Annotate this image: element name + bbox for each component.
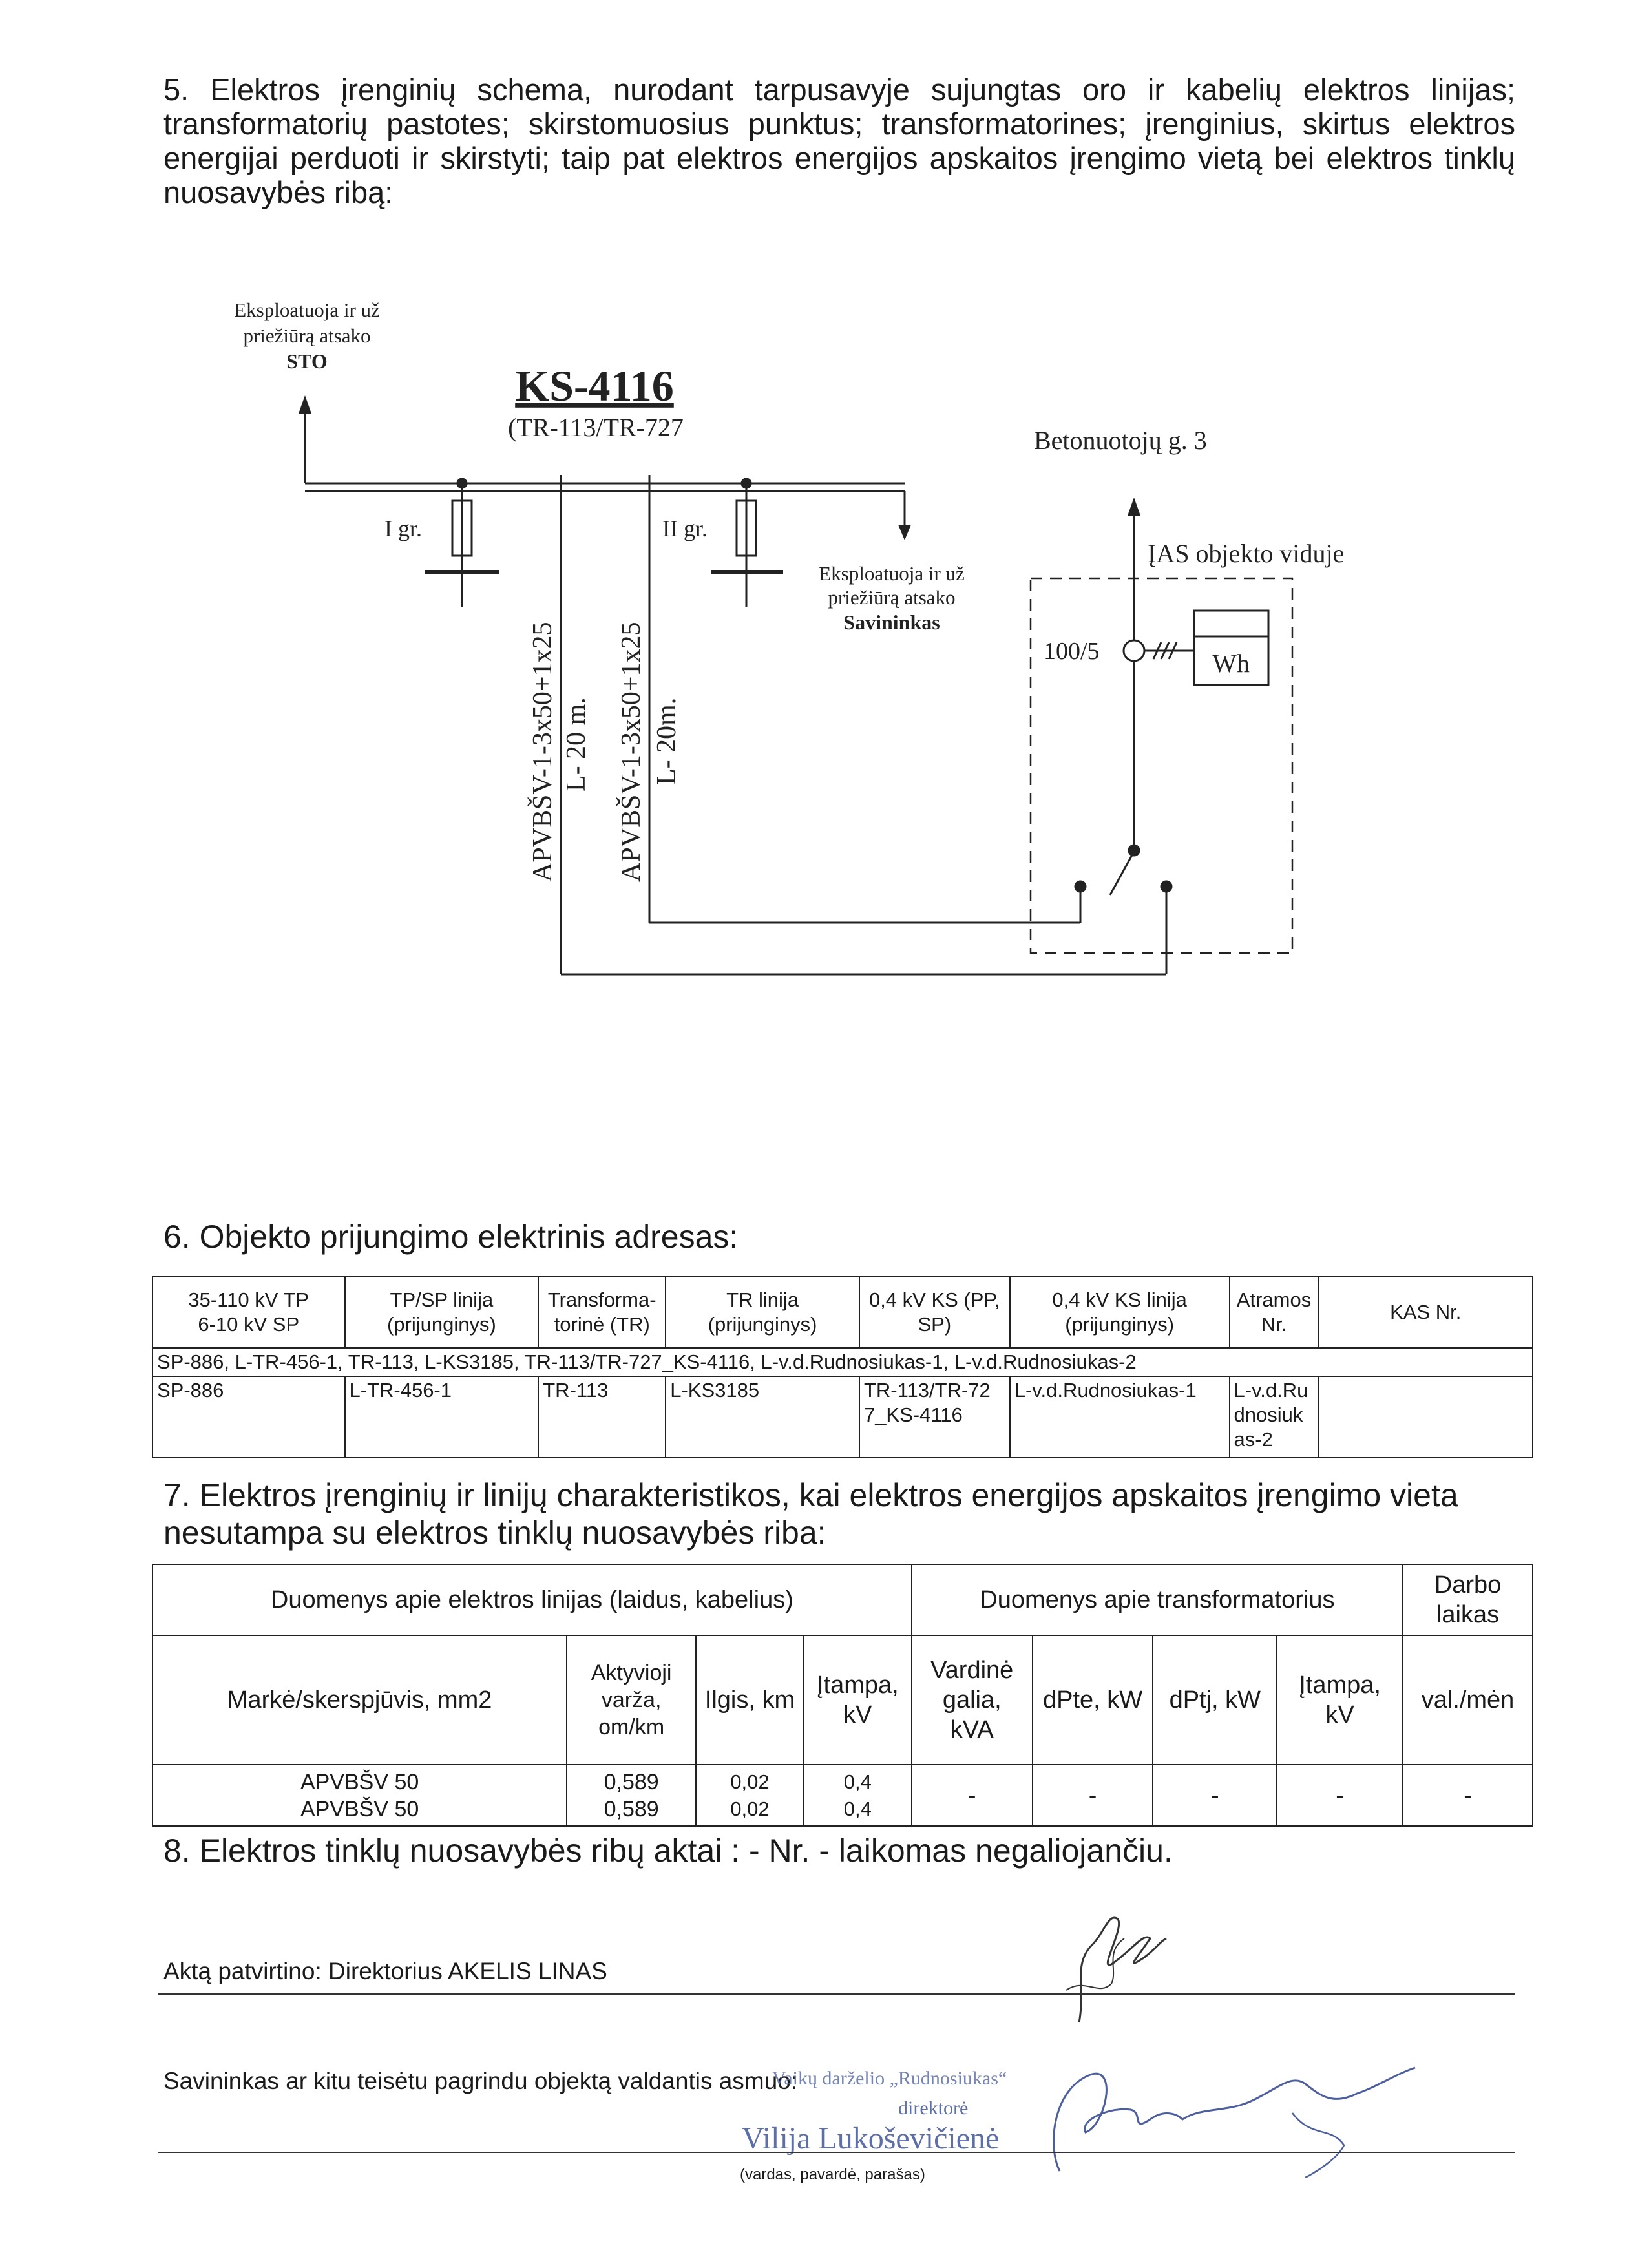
sto-label-1: Eksploatuoja ir už <box>234 299 380 321</box>
data-length: 0,02 0,02 <box>696 1765 804 1826</box>
data-dash: - <box>1033 1765 1153 1826</box>
owner-label-3: Savininkas <box>843 611 940 634</box>
header-ks-line: 0,4 kV KS linija (prijunginys) <box>1010 1277 1230 1348</box>
stamp-line-2: direktorė <box>898 2097 969 2119</box>
data-dash: - <box>1403 1765 1533 1826</box>
group-lines-header: Duomenys apie elektros linijas (laidus, kabelius) <box>152 1564 912 1635</box>
table-cell: TR-113/TR-72 7_KS-4116 <box>859 1376 1010 1458</box>
group-work-header: Darbo laikas <box>1403 1564 1533 1635</box>
data-dash: - <box>1277 1765 1403 1826</box>
stamp-line-1: Vaikų darželio „Rudnosiukas“ <box>772 2068 1007 2089</box>
col-power: Vardinė galia, kVA <box>912 1635 1033 1765</box>
ias-label: ĮAS objekto viduje <box>1148 539 1345 568</box>
approved-signature-line <box>158 1993 1515 1995</box>
owner-label-2: priežiūrą atsako <box>828 586 956 609</box>
table-cell: TR-113 <box>538 1376 666 1458</box>
ks-title: KS-4116 <box>515 361 674 410</box>
director-signature <box>1047 1893 1176 2035</box>
ks-subtitle: (TR-113/TR-727 <box>508 413 684 442</box>
address-row: SP-886, L-TR-456-1, TR-113, L-KS3185, TR-113/TR-727_KS-4116, L-v.d.Rudnosiukas-1, L-v.d.Rudnosiukas-2 <box>152 1348 1533 1376</box>
ias-boundary <box>1031 578 1292 953</box>
cable-2-type: APVBŠV-1-3x50+1x25 <box>616 622 646 882</box>
cable-1-type: APVBŠV-1-3x50+1x25 <box>528 622 558 882</box>
cable-1-length: L- 20 m. <box>562 697 591 792</box>
col-resistance: Aktyvioji varža, om/km <box>567 1635 696 1765</box>
ct-ratio-label: 100/5 <box>1044 638 1100 665</box>
owner-signature <box>1034 2048 1434 2184</box>
data-resistance: 0,589 0,589 <box>567 1765 696 1826</box>
owner-signature-line <box>158 2152 1515 2153</box>
col-work-time: val./mėn <box>1403 1635 1533 1765</box>
meter-label: Wh <box>1212 649 1250 678</box>
data-dash: - <box>912 1765 1033 1826</box>
group-2-label: II gr. <box>662 516 708 541</box>
col-dptj: dPtj, kW <box>1153 1635 1277 1765</box>
section-8-text: 8. Elektros tinklų nuosavybės ribų aktai : - Nr. - laikomas negaliojančiu. <box>163 1832 1173 1869</box>
owner-label-1: Eksploatuoja ir už <box>819 562 965 585</box>
owner-arrow-icon <box>898 525 911 540</box>
col-voltage: Įtampa, kV <box>804 1635 912 1765</box>
table-cell: L-v.d.Ru dnosiuk as-2 <box>1230 1376 1319 1458</box>
table-cell <box>1318 1376 1533 1458</box>
col-dpte: dPte, kW <box>1033 1635 1153 1765</box>
stamp-name: Vilija Lukoševičienė <box>742 2121 1000 2156</box>
section-5-text: 5. Elektros įrenginių schema, nurodant tarpusavyje sujungtas oro ir kabelių elektros linijas; transformatorių pastotes; skirstomuosius punktus; transformatorines; įrenginius, skirtus elektros energijai perduoti ir skirstyti; taip pat elektros energijos apskaitos įrengimo vietą bei elektros tinklų nuosavybės ribą: <box>163 72 1515 209</box>
group-1-label: I gr. <box>384 516 422 541</box>
header-tp-line: TP/SP linija (prijunginys) <box>345 1277 539 1348</box>
sto-label-2: priežiūrą atsako <box>243 324 371 347</box>
sto-arrow-icon <box>299 395 311 414</box>
data-voltage: 0,4 0,4 <box>804 1765 912 1826</box>
header-kas: KAS Nr. <box>1318 1277 1533 1348</box>
signature-caption: (vardas, pavardė, parašas) <box>740 2166 925 2183</box>
address-label: Betonuotojų g. 3 <box>1034 426 1207 455</box>
section-6-heading: 6. Objekto prijungimo elektrinis adresas: <box>163 1219 739 1255</box>
header-ks: 0,4 kV KS (PP, SP) <box>859 1277 1010 1348</box>
sto-label-3: STO <box>286 350 328 373</box>
header-tr-line: TR linija (prijunginys) <box>666 1277 859 1348</box>
switch-blade <box>1110 852 1134 895</box>
table-cell: L-KS3185 <box>666 1376 859 1458</box>
data-marks: APVBŠV 50 APVBŠV 50 <box>152 1765 567 1826</box>
cable-2-length: L- 20m. <box>652 697 682 785</box>
table-cell: L-TR-456-1 <box>345 1376 539 1458</box>
address-table <box>152 1276 1533 1458</box>
table-cell: L-v.d.Rudnosiukas-1 <box>1010 1376 1230 1458</box>
group-transformers-header: Duomenys apie transformatorius <box>912 1564 1403 1635</box>
feeder-arrow-icon <box>1128 498 1140 516</box>
owner-label: Savininkas ar kitu teisėtu pagrindu objektą valdantis asmuo: <box>163 2068 798 2094</box>
data-dash: - <box>1153 1765 1277 1826</box>
header-tr: Transforma- torinė (TR) <box>538 1277 666 1348</box>
electrical-schema <box>0 0 1649 1098</box>
header-support: Atramos Nr. <box>1230 1277 1319 1348</box>
approved-by: Aktą patvirtino: Direktorius AKELIS LINAS <box>163 1958 607 1984</box>
col-tr-voltage: Įtampa, kV <box>1277 1635 1403 1765</box>
col-mark: Markė/skerspjūvis, mm2 <box>152 1635 567 1765</box>
header-tp: 35-110 kV TP 6-10 kV SP <box>152 1277 345 1348</box>
section-7-heading: 7. Elektros įrenginių ir linijų charakteristikos, kai elektros energijos apskaitos įrengimo vieta nesutampa su elektros tinklų nuosavybės riba: <box>163 1477 1458 1551</box>
characteristics-table <box>152 1564 1533 1827</box>
table-cell: SP-886 <box>152 1376 345 1458</box>
col-length: Ilgis, km <box>696 1635 804 1765</box>
